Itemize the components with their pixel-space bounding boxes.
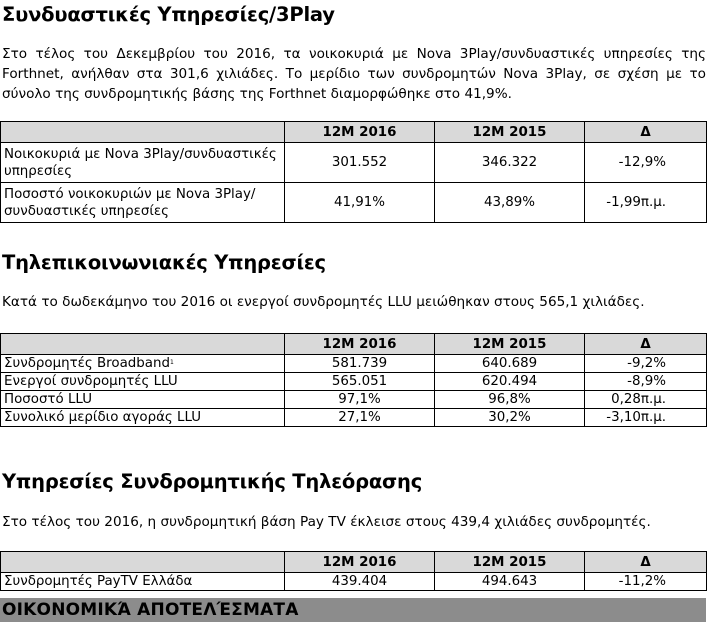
row-value-2016: 581.739 [285, 355, 435, 373]
header-cell-2015: 12M 2015 [435, 552, 585, 573]
row-value-2016: 301.552 [285, 143, 435, 183]
row-value-delta: -12,9% [585, 143, 707, 183]
header-cell-2016: 12M 2016 [285, 334, 435, 355]
row-value-2015: 640.689 [435, 355, 585, 373]
table-header-row [1, 122, 707, 143]
row-label: Συνδρομητές PayTV Ελλάδα [1, 573, 285, 591]
table-paytv [0, 551, 707, 591]
header-cell-empty [1, 122, 285, 143]
row-value-delta: -9,2% [585, 355, 707, 373]
row-label: Ποσοστό νοικοκυριών με Nova 3Play/συνδυαστικές υπηρεσίες [1, 183, 285, 223]
row-value-2016: 97,1% [285, 391, 435, 409]
section-paragraph-3play: Στο τέλος του Δεκεμβρίου του 2016, τα νοικοκυριά με Nova 3Play/συνδυαστικές υπηρεσίες της Forthnet, ανήλθαν στα 301,6 χιλιάδες. Το μερίδιο των συνδρομητών Nova 3Play, σε σχέση με το σύνολο της συνδρομητικής βάσης της Forthnet διαμορφώθηκε στο 41,9%. [2, 46, 706, 102]
header-cell-delta: Δ [585, 334, 707, 355]
financial-results-heading: ΟΙΚΟΝΟΜΙΚΆ ΑΠΟΤΕΛΈΣΜΑΤΑ [2, 600, 299, 620]
row-value-2015: 43,89% [435, 183, 585, 223]
table-3play [0, 121, 707, 223]
row-value-delta: -11,2% [585, 573, 707, 591]
table-row [1, 573, 707, 591]
section-paragraph-paytv: Στο τέλος του 2016, η συνδρομητική βάση Pay TV έκλεισε στους 439,4 χιλιάδες συνδρομητές. [2, 514, 651, 530]
row-value-2016: 439.404 [285, 573, 435, 591]
header-cell-delta: Δ [585, 122, 707, 143]
footnote-mark: 1 [169, 359, 174, 366]
header-cell-empty [1, 334, 285, 355]
table-header-row [1, 552, 707, 573]
row-label-text: Συνδρομητές Broadband [4, 356, 170, 371]
header-cell-delta: Δ [585, 552, 707, 573]
row-value-2015: 96,8% [435, 391, 585, 409]
row-label [1, 355, 285, 373]
row-value-delta: 0,28π.μ. [585, 391, 707, 409]
table-row [1, 391, 707, 409]
section-title-telecom: Τηλεπικοινωνιακές Υπηρεσίες [2, 251, 326, 274]
row-value-2015: 346.322 [435, 143, 585, 183]
row-label: Ενεργοί συνδρομητές LLU [1, 373, 285, 391]
header-cell-2016: 12M 2016 [285, 122, 435, 143]
table-row [1, 355, 707, 373]
row-value-2016: 565.051 [285, 373, 435, 391]
section-title-3play: Συνδυαστικές Υπηρεσίες/3Play [2, 3, 335, 26]
row-value-2015: 30,2% [435, 409, 585, 427]
section-paragraph-telecom: Κατά το δωδεκάμηνο του 2016 οι ενεργοί συνδρομητές LLU μειώθηκαν στους 565,1 χιλιάδες. [2, 294, 645, 310]
row-label: Ποσοστό LLU [1, 391, 285, 409]
row-value-delta: -3,10π.μ. [585, 409, 707, 427]
table-telecom [0, 333, 707, 427]
header-cell-empty [1, 552, 285, 573]
row-value-2015: 494.643 [435, 573, 585, 591]
table-row [1, 143, 707, 183]
row-value-2015: 620.494 [435, 373, 585, 391]
header-cell-2015: 12M 2015 [435, 334, 585, 355]
header-cell-2015: 12M 2015 [435, 122, 585, 143]
row-value-2016: 41,91% [285, 183, 435, 223]
table-header-row [1, 334, 707, 355]
table-row [1, 409, 707, 427]
section-title-paytv: Υπηρεσίες Συνδρομητικής Τηλεόρασης [2, 470, 423, 493]
header-cell-2016: 12M 2016 [285, 552, 435, 573]
row-label: Νοικοκυριά με Nova 3Play/συνδυαστικές υπηρεσίες [1, 143, 285, 183]
table-row [1, 373, 707, 391]
financial-results-heading-bar [0, 598, 706, 622]
row-value-delta: -1,99π.μ. [585, 183, 707, 223]
table-row [1, 183, 707, 223]
row-value-2016: 27,1% [285, 409, 435, 427]
row-value-delta: -8,9% [585, 373, 707, 391]
row-label: Συνολικό μερίδιο αγοράς LLU [1, 409, 285, 427]
